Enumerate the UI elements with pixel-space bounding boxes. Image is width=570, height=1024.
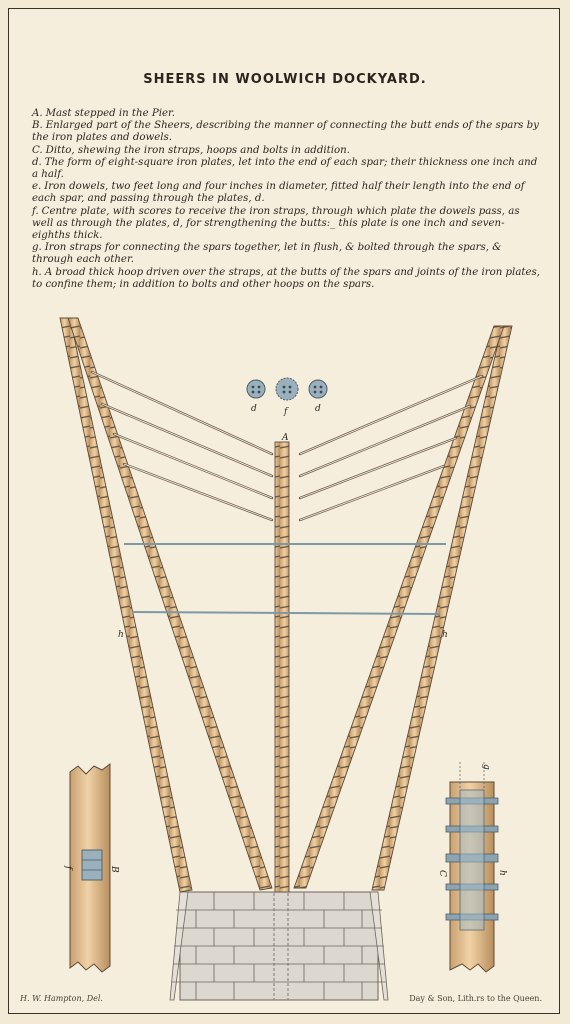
legend-key: d. xyxy=(32,156,42,168)
stone-pier xyxy=(170,892,388,1000)
label-c-g: g xyxy=(481,764,491,770)
label-h-right: h xyxy=(442,630,448,640)
legend-text: Mast stepped in the Pier. xyxy=(45,108,175,119)
legend-key: f. xyxy=(32,205,39,217)
legend-text: The form of eight-square iron plates, let into the end of each spar; their thickness one inch and a half. xyxy=(32,156,538,181)
label-h-left: h xyxy=(118,630,124,640)
legend-text: Iron dowels, two feet long and four inches in diameter, fitted half their length into the end of each spar, and passing through the plates, d. xyxy=(32,181,525,205)
central-mast xyxy=(275,442,289,892)
legend-text: A broad thick hoop driven over the straps, at the butts of the spars and joints of the iron plates, to confine them; in addition to bolts and other hoops on the spars. xyxy=(32,266,540,290)
label-c: C xyxy=(437,870,447,877)
legend-key: e. xyxy=(32,181,42,193)
legend-key: A. xyxy=(32,108,43,119)
legend-text: Iron straps for connecting the spars together, let in flush, & bolted through the spars, & through each other. xyxy=(32,242,502,266)
legend-text: Ditto, shewing the iron straps, hoops and bolts in addition. xyxy=(45,144,350,156)
label-c-h: h xyxy=(497,870,507,876)
legend-text: Enlarged part of the Sheers, describing the manner of connecting the butt ends of the spars by the iron plates and dowels. xyxy=(32,120,539,144)
detail-plates xyxy=(247,378,327,400)
label-d-right: d xyxy=(315,404,321,414)
legend-key: g. xyxy=(32,242,42,254)
label-f: f xyxy=(284,407,288,417)
legend-key: C. xyxy=(32,144,43,156)
label-mast-a: A xyxy=(282,433,289,443)
label-d-left: d xyxy=(251,404,257,414)
label-b-f: f xyxy=(63,866,73,870)
legend-text: Centre plate, with scores to receive the iron straps, through which plate the dowels pass, as well as through the plates, d, for strengthening the butts:_ this plate is one inch and seven-eighths thick. xyxy=(32,205,520,242)
legend-key: h. xyxy=(32,266,42,278)
credit-lithographer: Day & Son, Lith.rs to the Queen. xyxy=(409,994,542,1003)
figure-c-strapped-spar xyxy=(446,762,498,972)
legend-key: B. xyxy=(32,120,43,132)
label-b: B xyxy=(109,866,119,873)
figure-b-enlarged-spar xyxy=(70,764,110,972)
plate-title: SHEERS IN WOOLWICH DOCKYARD. xyxy=(143,72,427,87)
credit-draughtsman: H. W. Hampton, Del. xyxy=(20,994,103,1003)
